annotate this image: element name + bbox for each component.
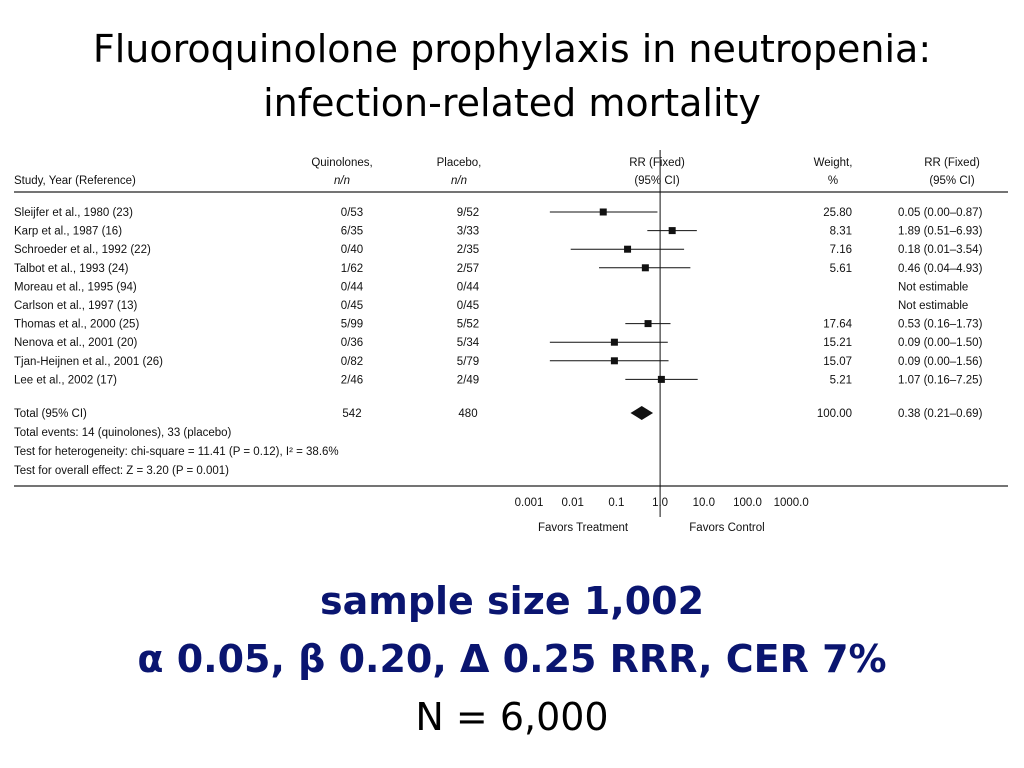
study-rr-ci: 0.46 (0.04–4.93)	[898, 262, 983, 275]
study-weight: 5.61	[829, 262, 852, 275]
study-name: Schroeder et al., 1992 (22)	[14, 244, 151, 257]
placebo-count: 5/79	[456, 355, 480, 368]
x-tick-label: 10.0	[692, 497, 715, 509]
quinolones-count: 6/35	[340, 225, 364, 238]
study-name: Karp et al., 1987 (16)	[14, 225, 123, 238]
study-name: Carlson et al., 1997 (13)	[14, 300, 138, 312]
placebo-count: 0/44	[456, 281, 480, 294]
total-label: Total (95% CI)	[14, 408, 87, 420]
favors-treatment-label: Favors Treatment	[537, 522, 629, 534]
title-line-2: infection-related mortality	[263, 81, 761, 125]
study-rr-ci: 0.53 (0.16–1.73)	[898, 318, 983, 331]
favors-control-label: Favors Control	[689, 522, 765, 534]
header-weight: Weight,	[813, 157, 853, 169]
quinolones-count: 0/53	[340, 207, 364, 219]
overall-effect-test: Test for overall effect: Z = 3.20 (P = 0.001)	[14, 465, 229, 477]
header-rr-fixed: RR (Fixed)	[629, 157, 685, 169]
quinolones-count: 0/36	[340, 337, 364, 350]
x-tick-label: 0.01	[561, 497, 584, 509]
placebo-count: 2/49	[456, 374, 480, 387]
total-placebo: 480	[458, 408, 478, 420]
pooled-diamond	[630, 406, 653, 420]
point-estimate	[645, 320, 652, 327]
study-rr-ci: Not estimable	[898, 300, 969, 312]
quinolones-count: 0/44	[340, 281, 364, 294]
point-estimate	[642, 264, 649, 271]
point-estimate	[611, 357, 618, 364]
header-placebo-nn: n/n	[451, 175, 467, 187]
header-quinolones: Quinolones,	[311, 157, 373, 169]
x-axis-ticks	[515, 497, 809, 509]
required-n-line: N = 6,000	[415, 695, 609, 739]
placebo-count: 3/33	[456, 225, 480, 238]
placebo-count: 0/45	[456, 300, 480, 312]
forest-marks	[550, 150, 698, 517]
header-study: Study, Year (Reference)	[14, 175, 136, 187]
quinolones-count: 1/62	[340, 262, 364, 275]
x-tick-label: 100.0	[733, 497, 762, 509]
parameters-line: α 0.05, β 0.20, Δ 0.25 RRR, CER 7%	[137, 637, 887, 681]
study-rr-ci: Not estimable	[898, 281, 969, 294]
point-estimate	[658, 376, 665, 383]
study-rr-ci: 1.89 (0.51–6.93)	[898, 225, 983, 238]
study-weight: 17.64	[823, 318, 852, 331]
header-rr-ci-2: (95% CI)	[929, 175, 975, 187]
quinolones-count: 0/45	[340, 300, 364, 312]
study-weight: 25.80	[823, 207, 852, 219]
total-quinolones: 542	[342, 408, 362, 420]
study-name: Tjan-Heijnen et al., 2001 (26)	[14, 355, 163, 368]
quinolones-count: 0/40	[340, 244, 364, 257]
x-tick-label: 0.001	[514, 497, 544, 509]
study-name: Moreau et al., 1995 (94)	[14, 281, 137, 294]
header-placebo: Placebo,	[436, 157, 482, 169]
study-weight: 5.21	[829, 374, 852, 387]
point-estimate	[611, 339, 618, 346]
study-rr-ci: 0.09 (0.00–1.50)	[898, 337, 983, 350]
study-rr-ci: 1.07 (0.16–7.25)	[898, 374, 983, 387]
heterogeneity-test: Test for heterogeneity: chi-square = 11.41 (P = 0.12), I² = 38.6%	[14, 446, 339, 458]
point-estimate	[600, 209, 607, 216]
sample-size-summary	[0, 572, 1024, 746]
sample-size-line: sample size 1,002	[319, 579, 705, 623]
placebo-count: 9/52	[456, 207, 480, 219]
total-rr-ci: 0.38 (0.21–0.69)	[898, 408, 983, 420]
study-name: Talbot et al., 1993 (24)	[14, 262, 129, 275]
quinolones-count: 5/99	[340, 318, 364, 331]
study-rr-ci: 0.05 (0.00–0.87)	[898, 207, 983, 219]
header-weight-pct: %	[827, 175, 839, 187]
quinolones-count: 0/82	[340, 355, 364, 368]
quinolones-count: 2/46	[340, 374, 364, 387]
study-rr-ci: 0.09 (0.00–1.56)	[898, 355, 983, 368]
study-name: Sleijfer et al., 1980 (23)	[14, 207, 133, 219]
point-estimate	[669, 227, 676, 234]
x-tick-label: 1.0	[652, 497, 669, 509]
total-weight: 100.00	[816, 408, 852, 420]
study-weight: 8.31	[829, 225, 852, 238]
header-quinolones-nn: n/n	[334, 175, 350, 187]
point-estimate	[624, 246, 631, 253]
study-weight: 15.07	[823, 355, 852, 368]
header-rr-fixed-2: RR (Fixed)	[924, 157, 980, 169]
placebo-count: 5/34	[456, 337, 480, 350]
placebo-count: 2/35	[456, 244, 480, 257]
study-rr-ci: 0.18 (0.01–3.54)	[898, 244, 983, 257]
study-weight: 7.16	[829, 244, 852, 257]
study-name: Thomas et al., 2000 (25)	[14, 318, 140, 331]
total-events: Total events: 14 (quinolones), 33 (placebo)	[14, 427, 232, 439]
study-rows	[14, 207, 983, 386]
x-tick-label: 1000.0	[773, 497, 809, 509]
study-name: Nenova et al., 2001 (20)	[14, 337, 138, 350]
study-name: Lee et al., 2002 (17)	[14, 374, 117, 387]
placebo-count: 2/57	[456, 262, 480, 275]
title-line-1: Fluoroquinolone prophylaxis in neutropenia:	[92, 27, 932, 71]
study-weight: 15.21	[823, 337, 852, 350]
header-rr-ci: (95% CI)	[634, 175, 680, 187]
placebo-count: 5/52	[456, 318, 480, 331]
x-tick-label: 0.1	[608, 497, 625, 509]
